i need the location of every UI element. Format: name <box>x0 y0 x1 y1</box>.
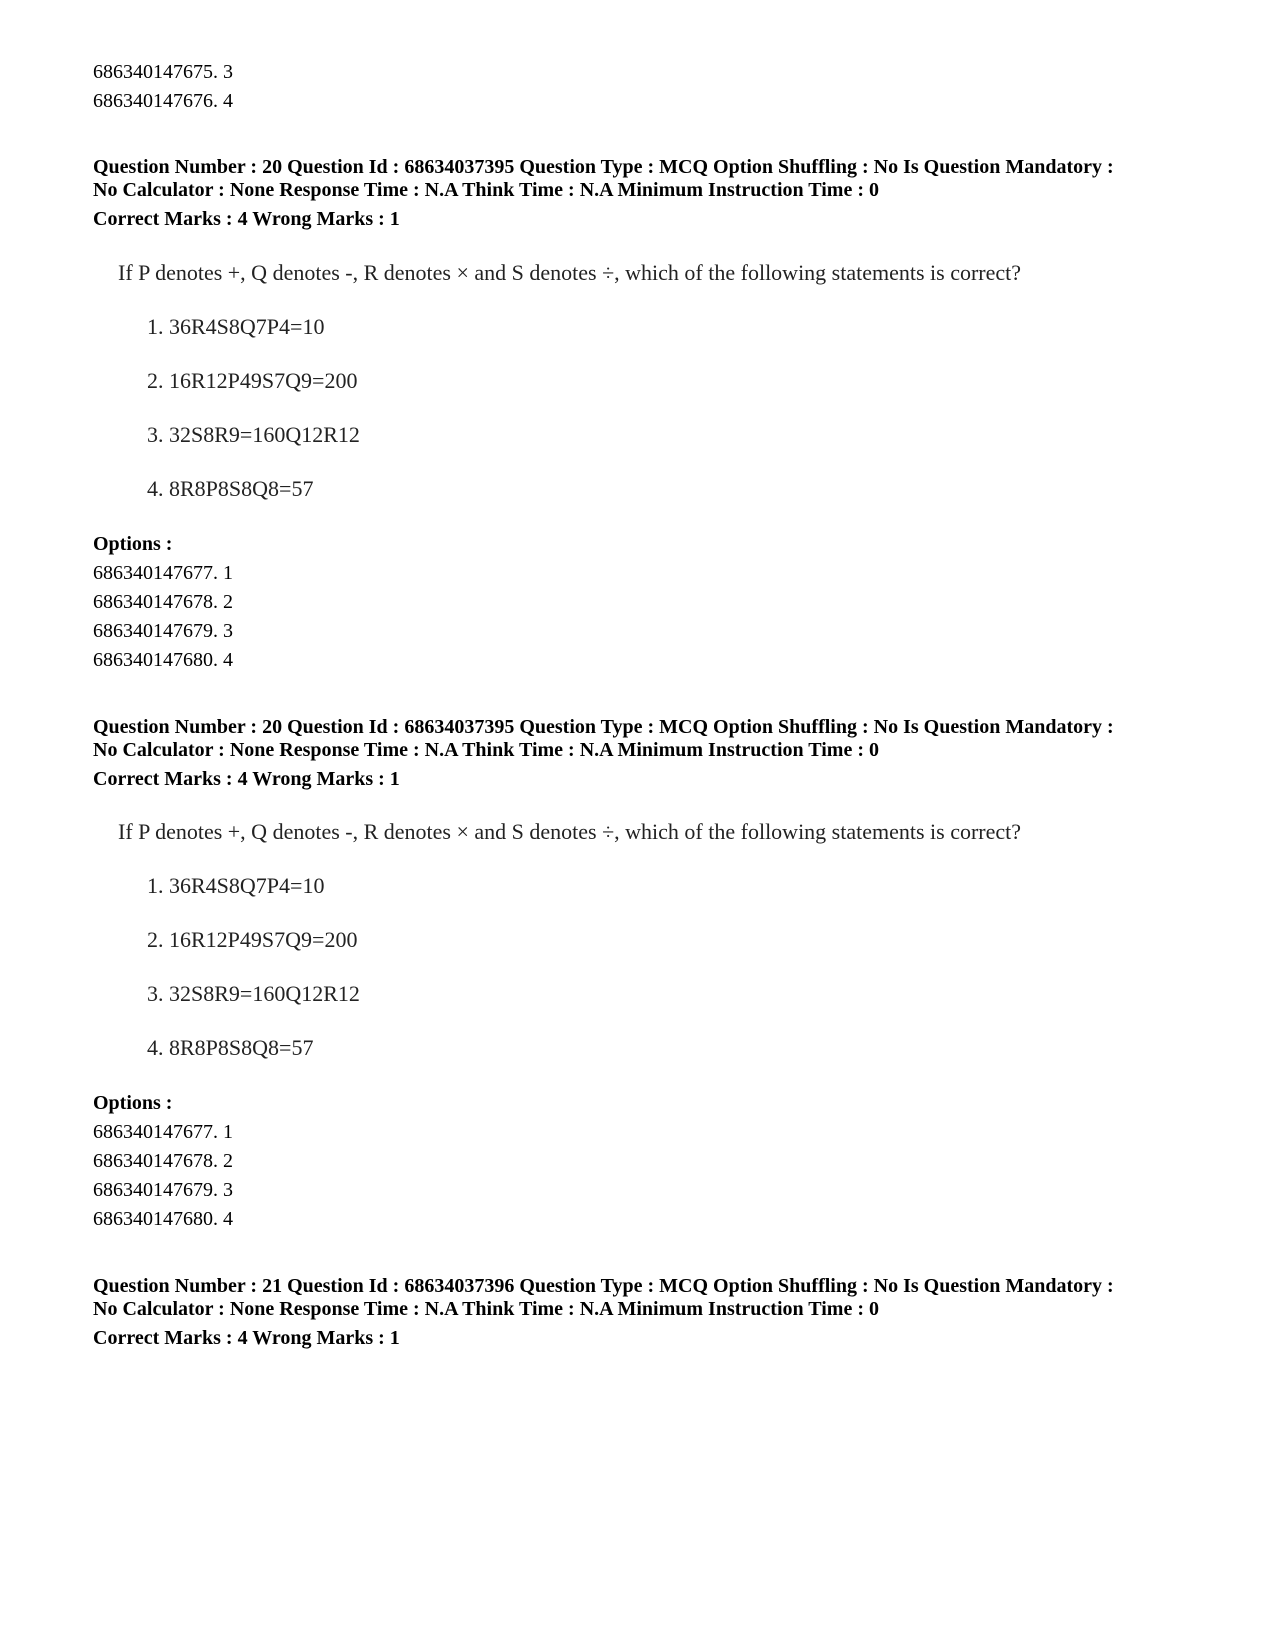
question-header-line2: No Calculator : None Response Time : N.A Think Time : N.A Minimum Instruction Time : 0 <box>93 179 879 201</box>
option-line: 686340147677. 1 <box>93 562 233 584</box>
question-header-line2: No Calculator : None Response Time : N.A Think Time : N.A Minimum Instruction Time : 0 <box>93 1298 879 1320</box>
question-choice: 2. 16R12P49S7Q9=200 <box>147 368 358 393</box>
option-line: 686340147680. 4 <box>93 1208 233 1230</box>
options-label: Options : <box>93 1092 173 1114</box>
question-choice: 4. 8R8P8S8Q8=57 <box>147 1035 314 1060</box>
question-choice: 3. 32S8R9=160Q12R12 <box>147 422 360 447</box>
option-line: 686340147677. 1 <box>93 1121 233 1143</box>
question-marks: Correct Marks : 4 Wrong Marks : 1 <box>93 768 400 790</box>
question-choice: 3. 32S8R9=160Q12R12 <box>147 981 360 1006</box>
question-header-line1: Question Number : 21 Question Id : 68634037396 Question Type : MCQ Option Shuffling : No Is Question Mandatory : <box>93 1275 1114 1297</box>
question-marks: Correct Marks : 4 Wrong Marks : 1 <box>93 208 400 230</box>
option-line: 686340147680. 4 <box>93 649 233 671</box>
question-marks: Correct Marks : 4 Wrong Marks : 1 <box>93 1327 400 1349</box>
option-line: 686340147678. 2 <box>93 1150 233 1172</box>
question-choice: 1. 36R4S8Q7P4=10 <box>147 873 325 898</box>
question-header-line2: No Calculator : None Response Time : N.A Think Time : N.A Minimum Instruction Time : 0 <box>93 739 879 761</box>
option-line: 686340147675. 3 <box>93 61 233 83</box>
option-line: 686340147679. 3 <box>93 620 233 642</box>
option-line: 686340147678. 2 <box>93 591 233 613</box>
question-header-line1: Question Number : 20 Question Id : 68634037395 Question Type : MCQ Option Shuffling : No Is Question Mandatory : <box>93 716 1114 738</box>
question-choice: 1. 36R4S8Q7P4=10 <box>147 314 325 339</box>
option-line: 686340147679. 3 <box>93 1179 233 1201</box>
options-label: Options : <box>93 533 173 555</box>
question-header-line1: Question Number : 20 Question Id : 68634037395 Question Type : MCQ Option Shuffling : No Is Question Mandatory : <box>93 156 1114 178</box>
question-choice: 2. 16R12P49S7Q9=200 <box>147 927 358 952</box>
option-line: 686340147676. 4 <box>93 90 233 112</box>
question-choice: 4. 8R8P8S8Q8=57 <box>147 476 314 501</box>
question-stem: If P denotes +, Q denotes -, R denotes × and S denotes ÷, which of the following statements is correct? <box>118 819 1022 844</box>
question-stem: If P denotes +, Q denotes -, R denotes × and S denotes ÷, which of the following statements is correct? <box>118 260 1022 285</box>
